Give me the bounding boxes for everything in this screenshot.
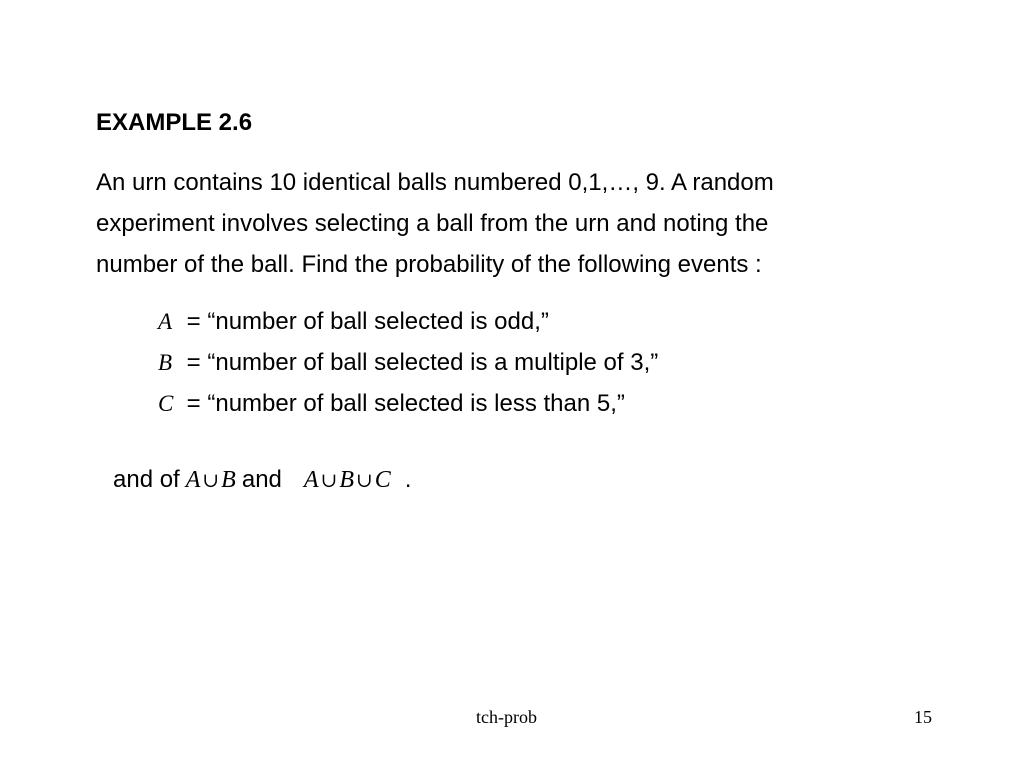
- union-request: [113, 460, 411, 500]
- formula-var-c: C: [374, 467, 391, 493]
- paragraph-line-2: experiment involves selecting a ball from the urn and noting the: [96, 210, 769, 237]
- event-b-variable: B: [158, 350, 173, 375]
- event-b: [158, 342, 658, 383]
- union-operator: ∪: [356, 468, 373, 492]
- problem-paragraph: [96, 162, 956, 285]
- union-operator: ∪: [320, 468, 338, 492]
- event-c-definition: = “number of ball selected is less than 5,”: [180, 390, 625, 417]
- event-b-definition: = “number of ball selected is a multiple of 3,”: [180, 349, 659, 376]
- event-c-variable: C: [158, 391, 174, 416]
- formula-var-a: A: [303, 467, 319, 493]
- formula-var-b: B: [339, 467, 354, 493]
- example-heading: EXAMPLE 2.6: [96, 109, 253, 136]
- event-list: [158, 301, 658, 424]
- union-operator: ∪: [202, 468, 220, 492]
- event-a-definition: = “number of ball selected is odd,”: [180, 308, 549, 335]
- formula-var-a: A: [185, 467, 201, 493]
- tail-lead-text: and of: [113, 466, 180, 493]
- tail-period: .: [404, 466, 412, 493]
- union-a-b-c-formula: [304, 460, 391, 500]
- paragraph-line-1: An urn contains 10 identical balls numbered 0,1,…, 9. A random: [96, 169, 774, 196]
- event-c: [158, 383, 658, 424]
- event-a: [158, 301, 658, 342]
- formula-var-b: B: [221, 467, 236, 493]
- paragraph-line-3: number of the ball. Find the probability of the following events :: [96, 251, 762, 278]
- event-a-variable: A: [158, 309, 173, 334]
- union-a-b-formula: [186, 460, 236, 500]
- tail-mid-text: and: [241, 466, 282, 493]
- page-number: 15: [914, 707, 932, 727]
- footer-label: tch-prob: [476, 707, 537, 727]
